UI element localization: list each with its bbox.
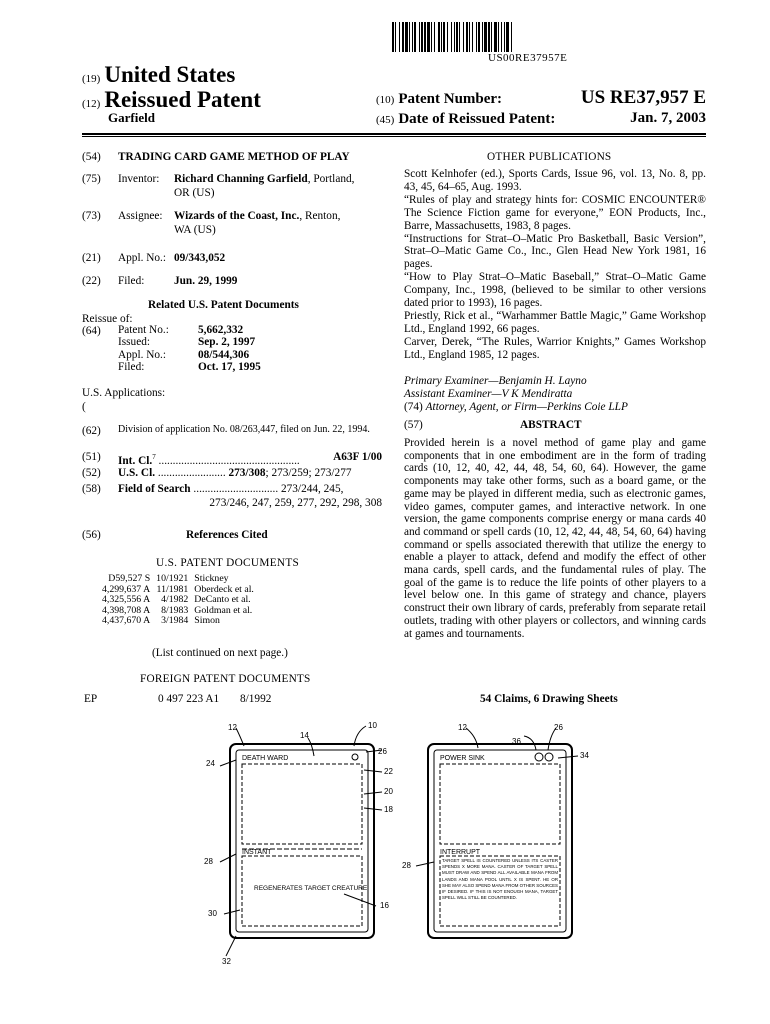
card1-type: INSTANT bbox=[242, 849, 272, 856]
c22: (22) bbox=[82, 275, 101, 287]
us-cl-main: 273/308 bbox=[228, 467, 266, 479]
fos-1: 273/244, 245, bbox=[280, 483, 344, 495]
label-r26: 26 bbox=[554, 723, 563, 732]
inventor-loc1: , Portland, bbox=[307, 173, 355, 185]
r-patent: 5,662,332 bbox=[198, 324, 244, 336]
reference-date: 8/1983 bbox=[161, 604, 189, 616]
filed-date: Jun. 29, 1999 bbox=[174, 275, 238, 287]
reference-date: 11/1981 bbox=[156, 583, 189, 595]
assignee-value bbox=[174, 209, 384, 237]
label-30: 30 bbox=[208, 909, 217, 918]
appl-no: 09/343,052 bbox=[174, 252, 226, 264]
country-line bbox=[82, 62, 235, 88]
label-12: 12 bbox=[228, 723, 237, 732]
card2-type: INTERRUPT bbox=[440, 849, 481, 856]
reference-num: D59,527 S bbox=[108, 573, 151, 584]
publication-entry: Priestly, Rick et al., “Warhammer Battle Magic,” Game Workshop Ltd., England 1992, 66 pages. bbox=[404, 309, 706, 335]
reissue-of: Reissue of: bbox=[82, 313, 133, 325]
reference-date: 10/1921 bbox=[156, 573, 189, 584]
code-10: (10) bbox=[376, 94, 395, 106]
reference-name: Oberdeck et al. bbox=[194, 583, 254, 595]
abstract-heading: ABSTRACT bbox=[520, 419, 582, 431]
foreign-heading: FOREIGN PATENT DOCUMENTS bbox=[140, 673, 311, 685]
c51: (51) bbox=[82, 451, 101, 463]
label-16: 16 bbox=[380, 901, 389, 910]
reissue-values bbox=[198, 324, 261, 374]
patent-title: TRADING CARD GAME METHOD OF PLAY bbox=[118, 151, 350, 163]
c75: (75) bbox=[82, 173, 101, 185]
patent-number-line bbox=[376, 87, 706, 108]
attorney: Attorney, Agent, or Firm—Perkins Coie LLP bbox=[425, 400, 628, 413]
header-rule-thin bbox=[82, 136, 706, 137]
c73: (73) bbox=[82, 210, 101, 222]
c54: (54) bbox=[82, 151, 101, 163]
label-24: 24 bbox=[206, 759, 215, 768]
reference-name: Stickney bbox=[194, 573, 229, 584]
r-appl-label: Appl. No.: bbox=[118, 348, 167, 361]
c58: (58) bbox=[82, 483, 101, 495]
reference-name: Simon bbox=[194, 615, 220, 626]
reference-num: 4,398,708 A bbox=[102, 604, 151, 616]
reference-num: 4,437,670 A bbox=[102, 615, 151, 626]
assignee-name: Wizards of the Coast, Inc. bbox=[174, 210, 300, 222]
publication-entry: “Rules of play and strategy hints for: COSMIC ENCOUNTER® The Science Fiction game for everyone,” EON Products, Inc., Barre, Massachusetts, 1983, 8 pages. bbox=[404, 193, 706, 232]
code-19: (19) bbox=[82, 73, 101, 85]
label-28: 28 bbox=[204, 857, 213, 866]
reissue-date: Jan. 7, 2003 bbox=[630, 110, 706, 126]
inventor-loc2: OR (US) bbox=[174, 187, 215, 199]
c56: (56) bbox=[82, 529, 101, 541]
us-cl-dots: ........................ bbox=[155, 467, 226, 479]
division: Division of application No. 08/263,447, filed on Jun. 22, 1994. bbox=[118, 424, 370, 435]
doc-type: Reissued Patent bbox=[104, 87, 261, 112]
examiners bbox=[404, 375, 706, 414]
publication-entry: Carver, Derek, “The Rules, Warrior Knights,” Games Workshop Ltd., England 1985, 12 pages. bbox=[404, 335, 706, 361]
us-cl-label: U.S. Cl. bbox=[118, 467, 156, 479]
patent-number: US RE37,957 E bbox=[580, 87, 706, 108]
label-10: 10 bbox=[368, 721, 377, 730]
inventor-label: Inventor: bbox=[118, 173, 160, 185]
header-rule bbox=[82, 133, 706, 135]
publication-entry: Scott Kelnhofer (ed.), Sports Cards, Issue 96, vol. 13, No. 8, pp. 43, 45, 64–65, Aug. 1993. bbox=[404, 168, 706, 193]
inventor-surname: Garfield bbox=[108, 110, 155, 125]
label-r28: 28 bbox=[402, 861, 411, 870]
r-appl: 08/544,306 bbox=[198, 348, 250, 361]
barcode-number: US00RE37957E bbox=[488, 52, 568, 64]
us-cl-rest: ; 273/259; 273/277 bbox=[265, 467, 352, 479]
publication-entry: “How to Play Strat–O–Matic Baseball,” Strat–O–Matic Game Company, Inc., 1998, (believed to be similar to other versions dated prior to 1993), 16 pages. bbox=[404, 271, 706, 310]
int-cl-label: Int. Cl. bbox=[118, 454, 153, 467]
fos-2: 273/246, 247, 259, 277, 292, 298, 308 bbox=[209, 497, 382, 509]
filed-label: Filed: bbox=[118, 275, 145, 287]
r-issued-label: Issued: bbox=[118, 336, 151, 349]
int-cl-sup: 7 bbox=[152, 453, 156, 461]
other-pubs-heading: OTHER PUBLICATIONS bbox=[487, 151, 612, 163]
label-r36: 36 bbox=[512, 737, 521, 746]
r-patent-label: Patent No.: bbox=[118, 324, 169, 336]
int-cl: A63F 1/00 bbox=[333, 451, 382, 463]
reference-name: DeCanto et al. bbox=[194, 594, 251, 605]
card2-text: TARGET SPELL IS COUNTERED UNLESS ITS CASTER SPENDS X MORE MANA. CASTER OF TARGET SPELL MUST DRAW AND SPEND ALL AVAILABLE MANA FROM LANDS AND MANA POOL UNTIL X IS SPENT. HE OR SHE MAY ALSO SPEND MANA FROM OTHER SOURCES IF DESIRED. IF THIS IS NOT ENOUGH MANA, TARGET SPELL WILL STILL BE COUNTERED. bbox=[442, 858, 558, 901]
c74: (74) bbox=[404, 400, 423, 413]
abstract-text: Provided herein is a novel method of game play and game components that in one embodiment are in the form of trading cards (10, 12, 40, 42, 44, 48, 54, 60, 64). However, the game components may take other forms, such as a board game, or the game may be played in different media, such as electronic games, video games, computer games, and interactive network. In one version, the game components comprise energy or mana cards 40 and command or spell cards (10, 12, 42, 44, 48, 54, 60, 64) having command or spells associated therewith that utilize the energy to enable a player to attack, defend and modify the effect of other mana cards, spell cards, and the fundamental rules of play. The goal of the game is to reduce the life points of other players to a level below one. In this game of strategy and chance, players construct their own library of cards, preferably from separate retail outlets, trading with other players or collectors, and winning cards at games and tournaments. bbox=[404, 437, 706, 640]
c62: (62) bbox=[82, 425, 101, 437]
label-22: 22 bbox=[384, 767, 393, 776]
code-45: (45) bbox=[376, 114, 395, 126]
label-r12: 12 bbox=[458, 723, 467, 732]
card1-text: REGENERATES TARGET CREATURE. bbox=[254, 885, 369, 892]
reissue-labels bbox=[118, 324, 169, 374]
publications bbox=[404, 168, 706, 362]
c64: (64) bbox=[82, 325, 101, 337]
us-docs-heading: U.S. PATENT DOCUMENTS bbox=[156, 557, 300, 569]
int-cl-dots: .................................................. bbox=[155, 454, 300, 467]
assignee-label: Assignee: bbox=[118, 210, 163, 222]
figure-drawing bbox=[196, 716, 616, 966]
r-issued: Sep. 2, 1997 bbox=[198, 336, 256, 349]
c21: (21) bbox=[82, 252, 101, 264]
publication-entry: “Instructions for Strat–O–Matic Pro Basketball, Basic Version”, Strat–O–Matic Game Co., Inc., Glen Head New York 1981, 16 pages. bbox=[404, 232, 706, 271]
reference-row bbox=[102, 616, 260, 627]
paren: ( bbox=[82, 401, 86, 413]
claims-count: 54 Claims, 6 Drawing Sheets bbox=[480, 693, 618, 705]
appl-label: Appl. No.: bbox=[118, 252, 167, 264]
patent-number-label: Patent Number: bbox=[398, 91, 503, 107]
primary-examiner: Primary Examiner—Benjamin H. Layno bbox=[404, 375, 587, 387]
foreign-date: 8/1992 bbox=[240, 693, 272, 705]
date-label: Date of Reissued Patent: bbox=[398, 111, 556, 127]
c57: (57) bbox=[404, 419, 423, 431]
fos-line bbox=[118, 482, 382, 496]
reference-name: Goldman et al. bbox=[194, 604, 253, 616]
inventor-value bbox=[174, 172, 384, 200]
list-continued: (List continued on next page.) bbox=[152, 647, 288, 659]
label-20: 20 bbox=[384, 787, 393, 796]
code-12: (12) bbox=[82, 98, 101, 110]
label-r34: 34 bbox=[580, 751, 589, 760]
foreign-country: EP bbox=[84, 693, 98, 705]
reference-num: 4,299,637 A bbox=[102, 583, 151, 595]
fos-label: Field of Search bbox=[118, 483, 191, 495]
references-table bbox=[102, 574, 260, 627]
reference-row bbox=[102, 574, 260, 585]
assignee-loc2: WA (US) bbox=[174, 224, 216, 236]
label-26: 26 bbox=[378, 747, 387, 756]
us-apps: U.S. Applications: bbox=[82, 387, 166, 399]
assistant-examiner: Assistant Examiner—V K Mendiratta bbox=[404, 387, 573, 400]
us-cl-line bbox=[118, 466, 382, 480]
related-heading: Related U.S. Patent Documents bbox=[148, 299, 299, 311]
reference-date: 4/1982 bbox=[161, 594, 189, 605]
country: United States bbox=[104, 62, 236, 87]
date-line bbox=[376, 110, 706, 128]
barcode bbox=[392, 22, 682, 52]
card2-title: POWER SINK bbox=[440, 755, 485, 762]
label-32: 32 bbox=[222, 957, 231, 966]
reference-row bbox=[102, 595, 260, 606]
refs-heading: References Cited bbox=[186, 529, 268, 541]
r-filed-label: Filed: bbox=[118, 361, 145, 374]
r-filed: Oct. 17, 1995 bbox=[198, 361, 261, 374]
reference-date: 3/1984 bbox=[161, 615, 189, 626]
c52: (52) bbox=[82, 467, 101, 479]
inventor-name: Richard Channing Garfield bbox=[174, 173, 308, 185]
assignee-loc1: , Renton, bbox=[299, 210, 341, 222]
reference-num: 4,325,556 A bbox=[102, 594, 151, 605]
foreign-num: 0 497 223 A1 bbox=[158, 693, 220, 705]
label-14: 14 bbox=[300, 731, 309, 740]
card1-title: DEATH WARD bbox=[242, 755, 289, 762]
label-18: 18 bbox=[384, 805, 393, 814]
fos-dots: .............................. bbox=[190, 483, 279, 495]
